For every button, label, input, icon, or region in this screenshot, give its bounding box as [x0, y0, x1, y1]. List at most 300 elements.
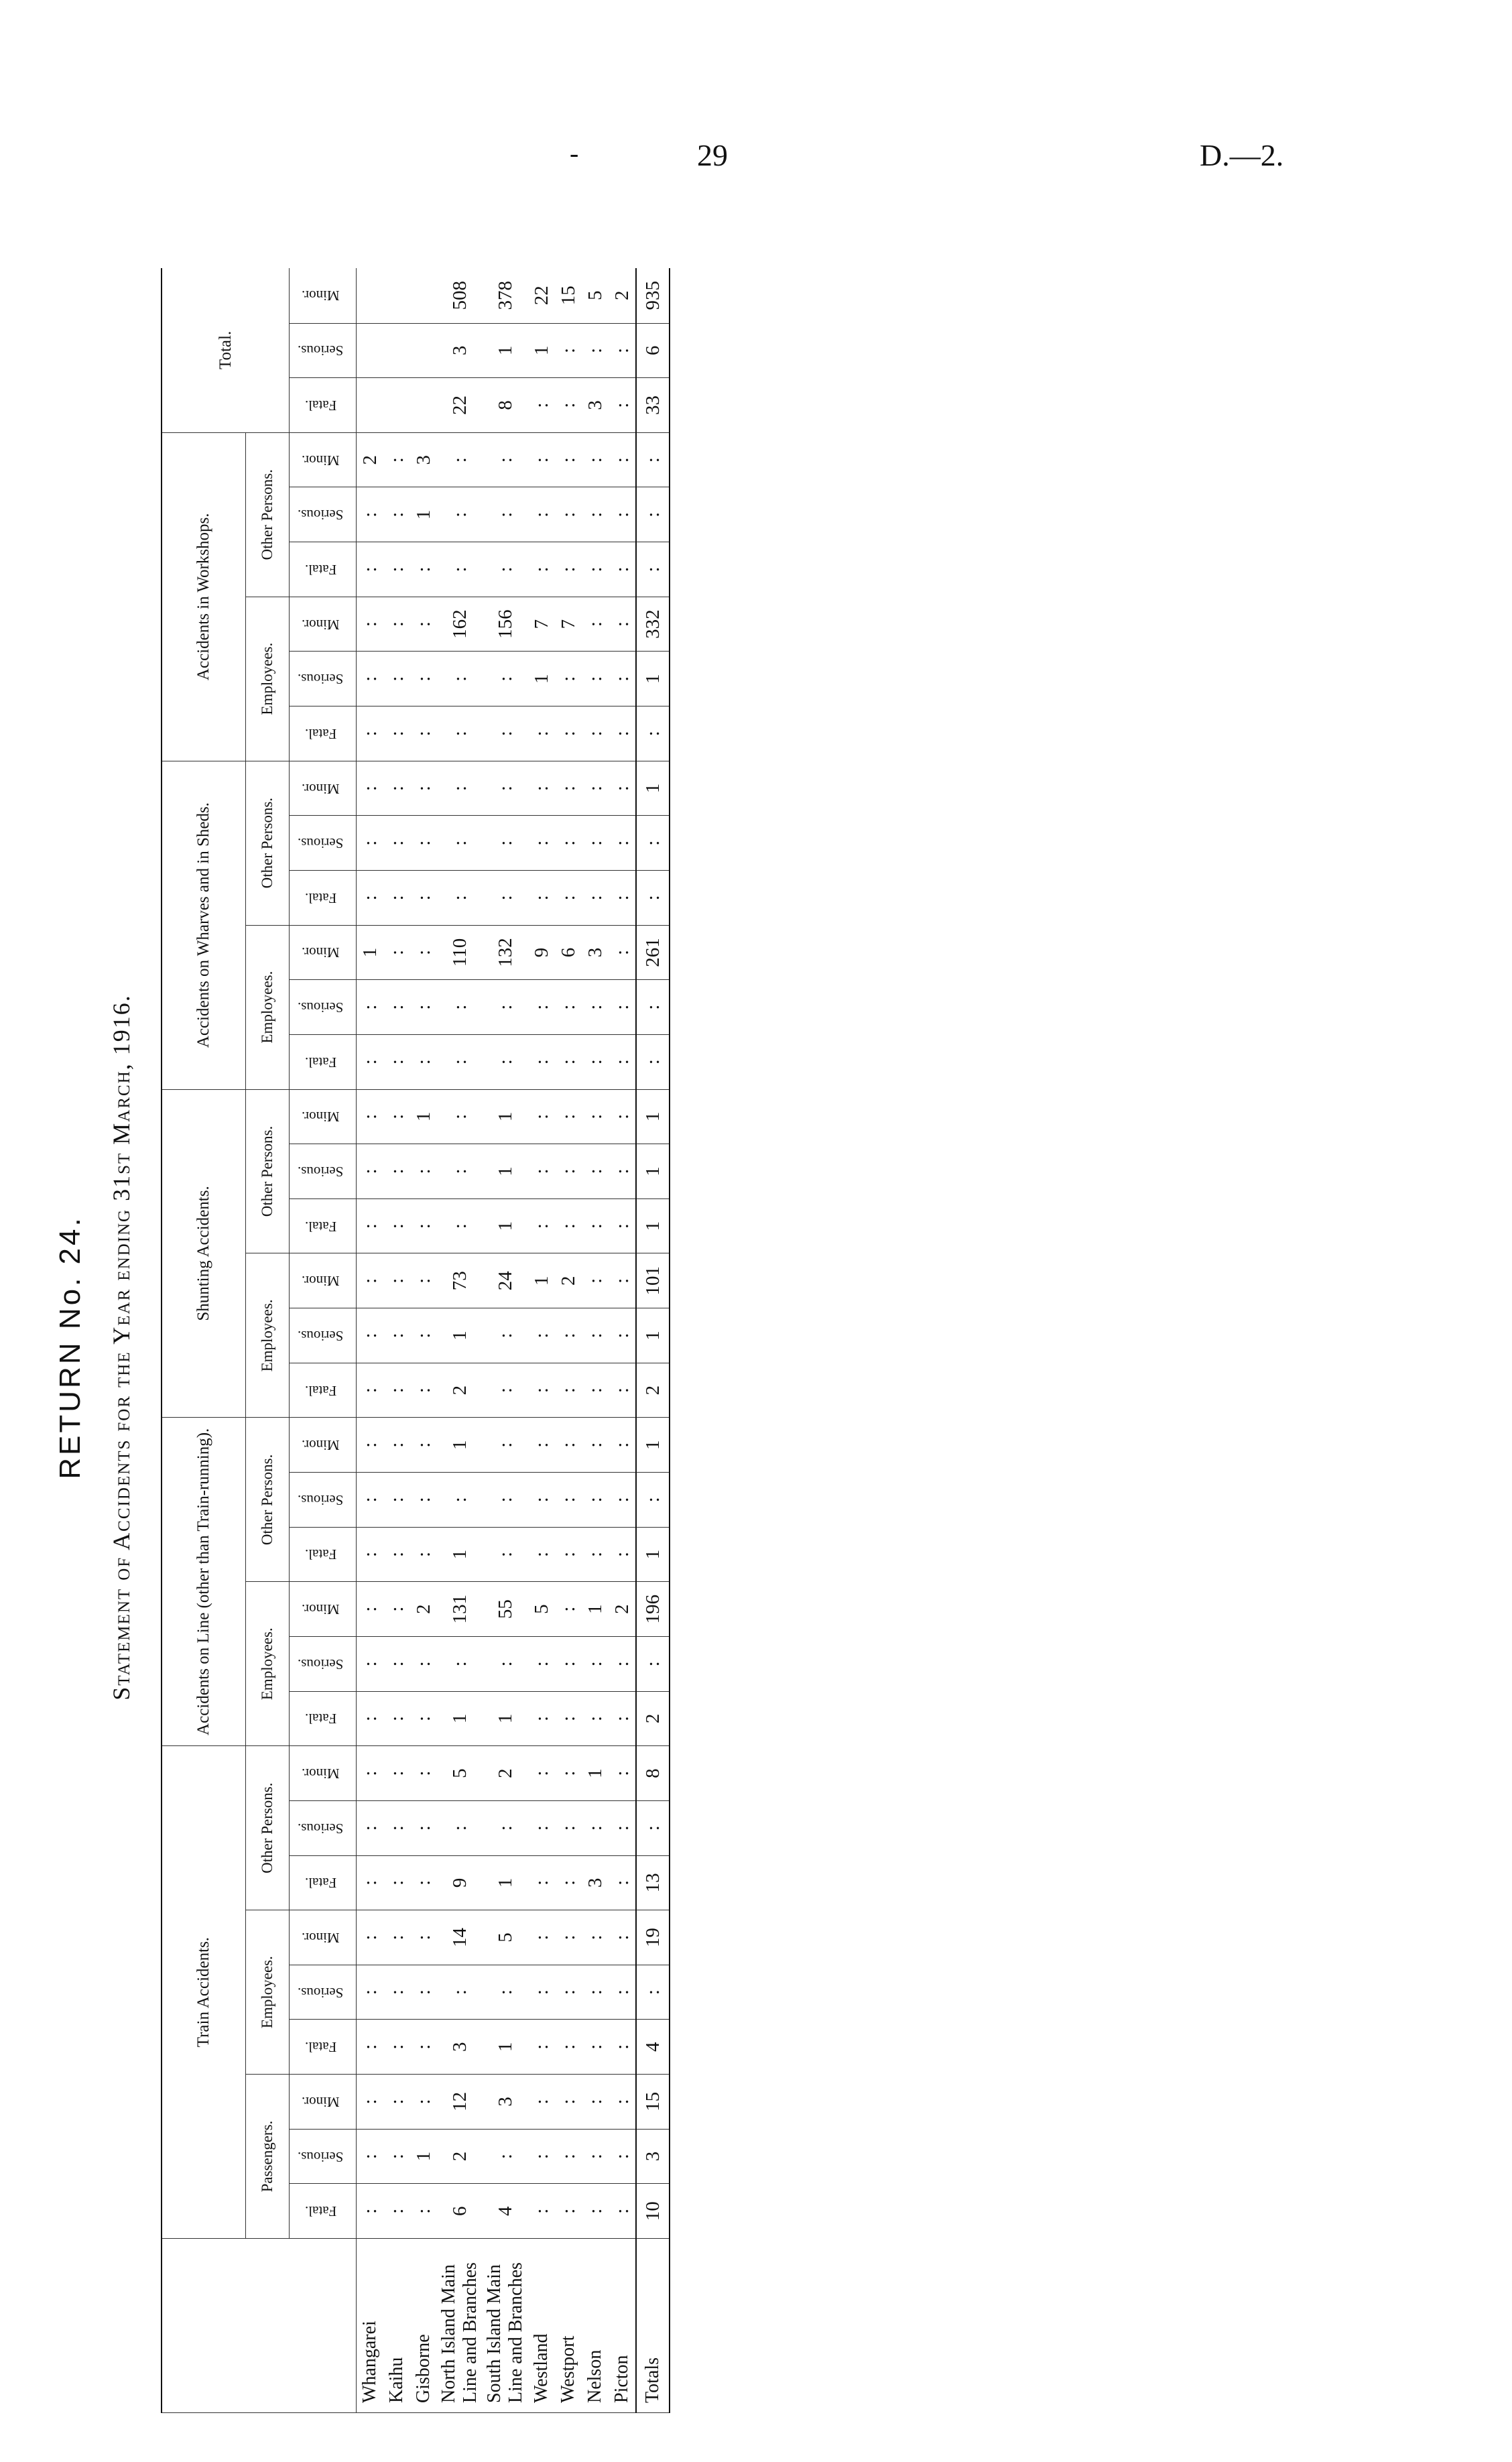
table-cell: :: [410, 652, 437, 706]
table-cell: :: [410, 925, 437, 980]
table-cell: :: [437, 1636, 483, 1691]
table-cell: :: [528, 816, 555, 871]
sub-other: Other Persons.: [246, 1418, 290, 1582]
table-cell: :: [609, 1800, 636, 1855]
table-cell: 1: [528, 652, 555, 706]
column-label: Fatal.: [304, 2039, 337, 2056]
table-cell: :: [357, 1691, 384, 1746]
column-minor: [290, 925, 357, 980]
table-cell: :: [609, 1473, 636, 1528]
district-name: South Island Main Line and Branches: [483, 2239, 528, 2413]
table-cell: :: [528, 980, 555, 1035]
total-cell: 101: [636, 1253, 670, 1308]
table-cell: :: [582, 761, 609, 816]
column-serious: [290, 1473, 357, 1528]
table-cell: :: [582, 1965, 609, 2020]
table-cell: :: [483, 1473, 528, 1528]
table-cell: 132: [483, 925, 528, 980]
table-cell: :: [483, 652, 528, 706]
table-cell: :: [528, 1910, 555, 1965]
table-cell: :: [483, 2129, 528, 2184]
table-cell: :: [357, 2184, 384, 2239]
total-cell: 1: [636, 761, 670, 816]
column-serious: [290, 1144, 357, 1199]
table-cell: :: [609, 2129, 636, 2184]
table-cell: 131: [437, 1582, 483, 1637]
table-cell: :: [383, 2020, 410, 2075]
column-fatal: [290, 1198, 357, 1253]
table-cell: :: [609, 1363, 636, 1418]
table-cell: :: [357, 761, 384, 816]
column-label: Fatal.: [304, 561, 337, 578]
column-label: Serious.: [298, 1327, 344, 1344]
table-cell: 1: [410, 487, 437, 542]
table-cell: :: [410, 597, 437, 652]
table-row: [555, 268, 582, 2413]
table-cell: :: [528, 706, 555, 761]
rotated-return-page: [27, 241, 1019, 2453]
table-cell: :: [357, 1800, 384, 1855]
table-cell: :: [410, 1034, 437, 1089]
table-cell: :: [555, 706, 582, 761]
total-cell: :: [636, 432, 670, 487]
table-cell: :: [555, 652, 582, 706]
table-cell: :: [528, 1089, 555, 1144]
total-cell: 33: [636, 378, 670, 433]
table-cell: :: [410, 1910, 437, 1965]
table-cell: :: [555, 432, 582, 487]
sub-other: Other Persons.: [246, 1089, 290, 1253]
table-cell: 5: [437, 1746, 483, 1801]
column-minor: [290, 1582, 357, 1637]
table-cell: :: [483, 1418, 528, 1473]
column-fatal: [290, 1855, 357, 1910]
total-cell: 1: [636, 1527, 670, 1582]
column-label: Fatal.: [304, 1711, 337, 1727]
table-cell: :: [483, 1034, 528, 1089]
column-fatal: [290, 1691, 357, 1746]
table-cell: 3: [437, 323, 483, 378]
table-cell: 110: [437, 925, 483, 980]
table-cell: :: [437, 1473, 483, 1528]
district-name: Gisborne: [410, 2239, 437, 2413]
table-cell: :: [383, 870, 410, 925]
column-label: Fatal.: [304, 1218, 337, 1235]
sub-other: Other Persons.: [246, 761, 290, 925]
table-cell: :: [383, 487, 410, 542]
column-label: Minor.: [302, 1273, 340, 1290]
total-cell: :: [636, 1473, 670, 1528]
column-label: Fatal.: [304, 725, 337, 742]
table-cell: :: [528, 761, 555, 816]
group-total: Total.: [162, 268, 290, 432]
table-cell: :: [528, 1144, 555, 1199]
table-cell: :: [582, 1144, 609, 1199]
table-cell: :: [609, 378, 636, 433]
table-cell: :: [582, 1800, 609, 1855]
total-cell: :: [636, 980, 670, 1035]
table-cell: :: [483, 1636, 528, 1691]
table-cell: 5: [582, 268, 609, 323]
table-cell: :: [357, 2020, 384, 2075]
sub-passengers: Passengers.: [246, 2075, 290, 2239]
table-cell: :: [582, 487, 609, 542]
table-cell: :: [357, 1855, 384, 1910]
table-cell: :: [483, 761, 528, 816]
column-label: Serious.: [298, 1491, 344, 1508]
table-cell: :: [383, 761, 410, 816]
table-cell: :: [383, 1418, 410, 1473]
table-cell: [410, 323, 437, 378]
table-cell: :: [555, 378, 582, 433]
sub-employees: Employees.: [246, 1253, 290, 1418]
table-cell: :: [528, 1198, 555, 1253]
table-cell: [383, 268, 410, 323]
column-serious: [290, 1800, 357, 1855]
column-serious: [290, 1308, 357, 1363]
table-cell: :: [357, 1418, 384, 1473]
table-cell: :: [437, 1800, 483, 1855]
title-block: [27, 241, 135, 2453]
table-cell: :: [410, 1746, 437, 1801]
table-cell: :: [555, 870, 582, 925]
column-minor: [290, 1746, 357, 1801]
table-cell: 7: [528, 597, 555, 652]
table-cell: :: [410, 1965, 437, 2020]
column-label: Minor.: [302, 2093, 340, 2110]
table-cell: :: [582, 1034, 609, 1089]
table-cell: 1: [483, 1144, 528, 1199]
total-cell: 1: [636, 1144, 670, 1199]
table-cell: :: [437, 1034, 483, 1089]
table-cell: :: [528, 1965, 555, 2020]
table-cell: :: [383, 1308, 410, 1363]
column-label: Minor.: [302, 288, 340, 304]
table-cell: :: [528, 487, 555, 542]
total-cell: :: [636, 542, 670, 597]
table-cell: :: [609, 1527, 636, 1582]
table-cell: :: [383, 980, 410, 1035]
column-fatal: [290, 706, 357, 761]
column-label: Minor.: [302, 1929, 340, 1946]
column-label: Serious.: [298, 1656, 344, 1672]
table-cell: :: [383, 1253, 410, 1308]
table-cell: :: [582, 597, 609, 652]
table-cell: :: [528, 1473, 555, 1528]
table-cell: :: [555, 1363, 582, 1418]
table-cell: 8: [483, 378, 528, 433]
total-cell: 935: [636, 268, 670, 323]
table-cell: 73: [437, 1253, 483, 1308]
table-cell: :: [410, 2184, 437, 2239]
table-cell: :: [357, 1308, 384, 1363]
total-cell: 2: [636, 1363, 670, 1418]
column-fatal: [290, 1363, 357, 1418]
sub-employees: Employees.: [246, 1910, 290, 2075]
table-cell: 2: [410, 1582, 437, 1637]
table-cell: :: [410, 706, 437, 761]
table-cell: :: [383, 2184, 410, 2239]
table-cell: :: [528, 378, 555, 433]
table-cell: 1: [437, 1527, 483, 1582]
table-cell: :: [609, 1418, 636, 1473]
district-name: Nelson: [582, 2239, 609, 2413]
total-cell: :: [636, 487, 670, 542]
table-cell: :: [483, 487, 528, 542]
table-cell: :: [357, 2075, 384, 2130]
column-label: Minor.: [302, 1766, 340, 1782]
table-cell: :: [410, 1308, 437, 1363]
table-cell: :: [410, 1473, 437, 1528]
group-wharves: Accidents on Wharves and in Sheds.: [162, 761, 246, 1089]
total-cell: 15: [636, 2075, 670, 2130]
table-cell: :: [383, 2129, 410, 2184]
table-cell: :: [383, 1855, 410, 1910]
table-cell: :: [555, 1636, 582, 1691]
group-shunting: Shunting Accidents.: [162, 1089, 246, 1418]
table-cell: :: [357, 1198, 384, 1253]
table-cell: 1: [410, 1089, 437, 1144]
column-label: Serious.: [298, 999, 344, 1016]
table-cell: :: [528, 1855, 555, 1910]
total-cell: :: [636, 1965, 670, 2020]
table-cell: :: [528, 1527, 555, 1582]
total-cell: 1: [636, 1198, 670, 1253]
total-cell: 1: [636, 1418, 670, 1473]
table-cell: [410, 268, 437, 323]
column-label: Serious.: [298, 507, 344, 524]
table-cell: :: [582, 2184, 609, 2239]
table-cell: :: [555, 1034, 582, 1089]
table-cell: :: [357, 1089, 384, 1144]
table-cell: :: [437, 816, 483, 871]
table-cell: :: [383, 1034, 410, 1089]
table-cell: :: [383, 1089, 410, 1144]
table-cell: :: [528, 432, 555, 487]
table-cell: 55: [483, 1582, 528, 1637]
table-cell: :: [437, 487, 483, 542]
table-cell: 3: [582, 378, 609, 433]
column-label: Fatal.: [304, 1546, 337, 1563]
column-label: Serious.: [298, 1984, 344, 2001]
column-serious: [290, 487, 357, 542]
table-cell: :: [357, 1253, 384, 1308]
table-cell: :: [357, 1034, 384, 1089]
column-minor: [290, 597, 357, 652]
table-cell: :: [609, 1746, 636, 1801]
table-cell: :: [609, 1855, 636, 1910]
total-cell: 13: [636, 1855, 670, 1910]
total-cell: 332: [636, 597, 670, 652]
table-cell: :: [582, 980, 609, 1035]
table-cell: :: [555, 1691, 582, 1746]
sub-employees: Employees.: [246, 1582, 290, 1746]
table-cell: :: [357, 542, 384, 597]
table-cell: :: [410, 2020, 437, 2075]
table-cell: 1: [483, 2020, 528, 2075]
table-row: [383, 268, 410, 2413]
table-cell: 5: [483, 1910, 528, 1965]
table-cell: 378: [483, 268, 528, 323]
column-label: Minor.: [302, 616, 340, 633]
district-name: Westland: [528, 2239, 555, 2413]
column-label: Minor.: [302, 1437, 340, 1454]
table-cell: :: [437, 706, 483, 761]
table-cell: :: [383, 1144, 410, 1199]
table-cell: :: [582, 2129, 609, 2184]
table-cell: :: [528, 1363, 555, 1418]
table-cell: :: [582, 2075, 609, 2130]
total-cell: :: [636, 870, 670, 925]
table-cell: 2: [357, 432, 384, 487]
sub-employees: Employees.: [246, 925, 290, 1089]
table-cell: 6: [437, 2184, 483, 2239]
table-cell: :: [582, 1089, 609, 1144]
table-cell: :: [582, 870, 609, 925]
table-cell: :: [582, 323, 609, 378]
totals-row: [636, 268, 670, 2413]
table-cell: :: [555, 542, 582, 597]
table-cell: :: [528, 1034, 555, 1089]
table-cell: :: [555, 816, 582, 871]
table-cell: :: [383, 1691, 410, 1746]
table-cell: :: [383, 1473, 410, 1528]
table-cell: :: [437, 870, 483, 925]
table-cell: :: [609, 652, 636, 706]
table-cell: :: [555, 487, 582, 542]
table-cell: :: [483, 706, 528, 761]
table-cell: :: [582, 816, 609, 871]
table-cell: :: [528, 1418, 555, 1473]
table-cell: :: [410, 1198, 437, 1253]
table-cell: :: [383, 2075, 410, 2130]
table-cell: :: [437, 980, 483, 1035]
table-cell: :: [609, 761, 636, 816]
table-cell: :: [582, 1473, 609, 1528]
table-cell: :: [555, 1473, 582, 1528]
table-cell: :: [383, 597, 410, 652]
column-label: Serious.: [298, 1164, 344, 1180]
table-cell: 12: [437, 2075, 483, 2130]
table-cell: :: [609, 1910, 636, 1965]
table-cell: 3: [410, 432, 437, 487]
table-cell: :: [357, 1910, 384, 1965]
table-body: [357, 268, 670, 2413]
table-cell: 1: [357, 925, 384, 980]
table-row: [410, 268, 437, 2413]
total-cell: 10: [636, 2184, 670, 2239]
total-cell: 1: [636, 1089, 670, 1144]
table-cell: :: [555, 1965, 582, 2020]
table-cell: :: [383, 816, 410, 871]
table-cell: :: [357, 1473, 384, 1528]
column-fatal: [290, 378, 357, 433]
column-label: Minor.: [302, 1109, 340, 1125]
column-fatal: [290, 2020, 357, 2075]
table-cell: :: [609, 1308, 636, 1363]
total-cell: :: [636, 816, 670, 871]
table-cell: 15: [555, 268, 582, 323]
table-cell: :: [437, 542, 483, 597]
table-cell: :: [383, 1965, 410, 2020]
column-minor: [290, 1910, 357, 1965]
sub-other: Other Persons.: [246, 432, 290, 597]
table-cell: :: [582, 1691, 609, 1746]
district-name: Westport: [555, 2239, 582, 2413]
table-cell: :: [357, 597, 384, 652]
table-cell: :: [582, 1910, 609, 1965]
accidents-table: [161, 268, 670, 2413]
table-cell: 9: [528, 925, 555, 980]
column-label: Fatal.: [304, 397, 337, 414]
table-cell: :: [357, 2129, 384, 2184]
table-cell: :: [555, 1198, 582, 1253]
table-cell: :: [528, 2020, 555, 2075]
table-row: [609, 268, 636, 2413]
table-cell: :: [609, 706, 636, 761]
table-cell: :: [528, 1691, 555, 1746]
table-cell: 2: [609, 268, 636, 323]
group-train: Train Accidents.: [162, 1746, 246, 2239]
table-cell: :: [528, 2075, 555, 2130]
column-label: Minor.: [302, 944, 340, 961]
table-cell: :: [437, 652, 483, 706]
total-cell: 19: [636, 1910, 670, 1965]
table-cell: :: [483, 1308, 528, 1363]
table-cell: :: [383, 542, 410, 597]
table-cell: 1: [437, 1691, 483, 1746]
table-cell: 1: [483, 1198, 528, 1253]
column-serious: [290, 1965, 357, 2020]
table-cell: :: [609, 1089, 636, 1144]
table-cell: :: [383, 1910, 410, 1965]
table-cell: [357, 268, 384, 323]
table-cell: :: [582, 1198, 609, 1253]
group-workshops: Accidents in Workshops.: [162, 432, 246, 761]
table-cell: :: [383, 1800, 410, 1855]
table-cell: :: [555, 1910, 582, 1965]
table-cell: :: [437, 1198, 483, 1253]
district-name: North Island Main Line and Branches: [437, 2239, 483, 2413]
table-cell: [357, 323, 384, 378]
table-cell: 2: [609, 1582, 636, 1637]
column-label: Fatal.: [304, 1054, 337, 1070]
table-cell: 14: [437, 1910, 483, 1965]
table-cell: 1: [437, 1308, 483, 1363]
table-row: [582, 268, 609, 2413]
table-cell: :: [410, 1855, 437, 1910]
column-label: Serious.: [298, 343, 344, 359]
table-cell: :: [609, 487, 636, 542]
table-cell: 1: [483, 1691, 528, 1746]
table-cell: 1: [528, 323, 555, 378]
column-minor: [290, 1418, 357, 1473]
table-cell: :: [609, 542, 636, 597]
table-cell: :: [483, 542, 528, 597]
table-cell: :: [357, 487, 384, 542]
table-cell: :: [609, 1691, 636, 1746]
table-cell: :: [410, 1636, 437, 1691]
column-label: Fatal.: [304, 1875, 337, 1892]
total-cell: 1: [636, 652, 670, 706]
column-fatal: [290, 1034, 357, 1089]
table-cell: :: [357, 1582, 384, 1637]
table-cell: :: [609, 1034, 636, 1089]
page-dash: -: [570, 138, 579, 168]
table-cell: :: [410, 816, 437, 871]
return-title: RETURN No. 24.: [54, 1215, 86, 1479]
column-label: Minor.: [302, 780, 340, 797]
